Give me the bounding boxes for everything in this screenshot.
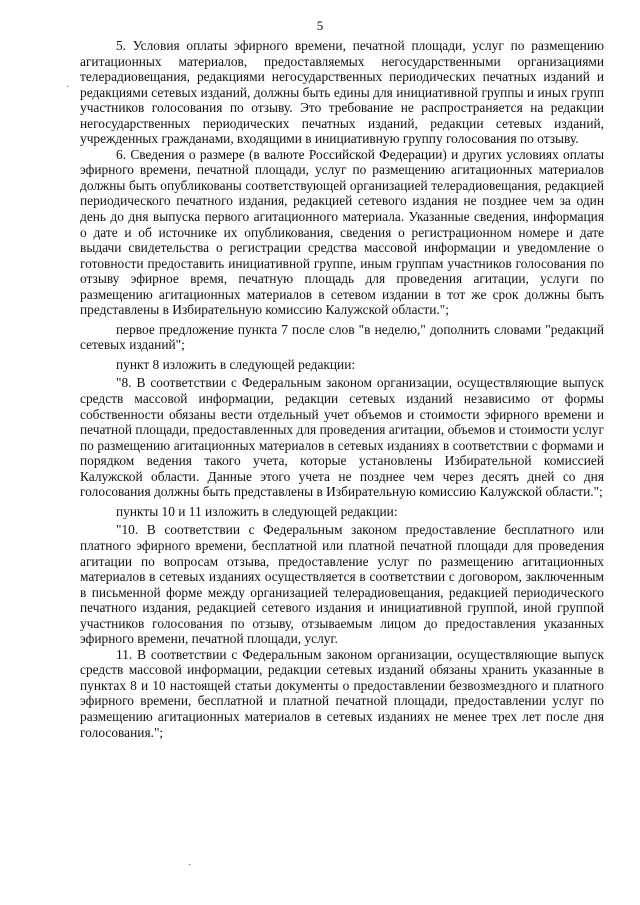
page-number: 5 bbox=[316, 18, 324, 33]
paragraph-item-8: "8. В соответствии с Федеральным законом организации, осуществляющие выпуск средств массовой информации, редакции сетевых изданий независимо от формы собственности обязаны вести отдельный учет объемов и стоимости эфирного времени и печатной площади, предоставленных для проведения агитации, объемов и стоимости услуг по размещению агитационных материалов в сетевых изданиях в соответствии с формами и порядком ведения такого учета, которые установлены Избирательной комиссией Калужской области. Данные этого учета не позднее чем через десять дней со дня голосования должны быть представлены в Избирательную комиссию Калужской области."; bbox=[80, 375, 604, 500]
document-body bbox=[80, 38, 604, 740]
scan-speck: · bbox=[188, 860, 192, 871]
paragraph-item-5: 5. Условия оплаты эфирного времени, печатной площади, услуг по размещению агитационных материалов, предоставляемых негосударственными организациями телерадиовещания, редакциями негосударственных периодических печатных изданий и редакциями сетевых изданий, должны быть едины для инициативной группы и иных групп участников голосования по отзыву. Это требование не распространяется на редакции негосударственных периодических печатных изданий, редакции сетевых изданий, учрежденных гражданами, входящими в инициативную группу голосования по отзыву. bbox=[80, 38, 604, 147]
paragraph-amend-items-10-11-intro: пункты 10 и 11 изложить в следующей редакции: bbox=[116, 503, 398, 519]
paragraph-item-11: 11. В соответствии с Федеральным законом организации, осуществляющие выпуск средств массовой информации, редакции сетевых изданий обязаны хранить указанные в пунктах 8 и 10 настоящей статьи документы о предоставлении безвозмездного и платного эфирного времени, бесплатной и платной печатной площади, предоставлении услуг по размещению агитационных материалов в сетевых изданиях не менее трех лет после дня голосования."; bbox=[80, 646, 604, 740]
paragraph-amend-item-7: первое предложение пункта 7 после слов "в неделю," дополнить словами "редакций сетевых изданий"; bbox=[80, 321, 604, 353]
paragraph-amend-item-8-intro: пункт 8 изложить в следующей редакции: bbox=[116, 356, 356, 372]
paragraph-item-10: "10. В соответствии с Федеральным законом предоставление бесплатного или платного эфирного времени, бесплатной или платной печатной площади для проведения агитации по вопросам отзыва, предоставление услуг по размещению агитационных материалов в сетевых изданиях осуществляется в соответствии с договором, заключенным в письменной форме между организацией телерадиовещания, редакцией периодического печатного издания, редакцией сетевого издания и инициативной группой, иной группой участников голосования по отзыву, отзываемым лицом до предоставления указанных эфирного времени, печатной площади, услуг. bbox=[80, 522, 604, 647]
scan-speck: · bbox=[66, 82, 70, 93]
paragraph-item-6: 6. Сведения о размере (в валюте Российской Федерации) и других условиях оплаты эфирного времени, печатной площади, услуг по размещению агитационных материалов должны быть опубликованы соответствующей организацией телерадиовещания, редакцией периодического печатного издания, редакцией сетевого издания не позднее чем за один день до дня выпуска первого агитационного материала. Указанные сведения, информация о дате и об источнике их опубликования, сведения о регистрационном номере и дате выдачи свидетельства о регистрации средства массовой информации и уведомление о готовности предоставить инициативной группе, иным группам участников голосования по отзыву эфирное время, печатную площадь для проведения агитации, услуги по размещению агитационных материалов в сетевом издании в тот же срок должны быть представлены в Избирательную комиссию Калужской области."; bbox=[80, 146, 604, 318]
